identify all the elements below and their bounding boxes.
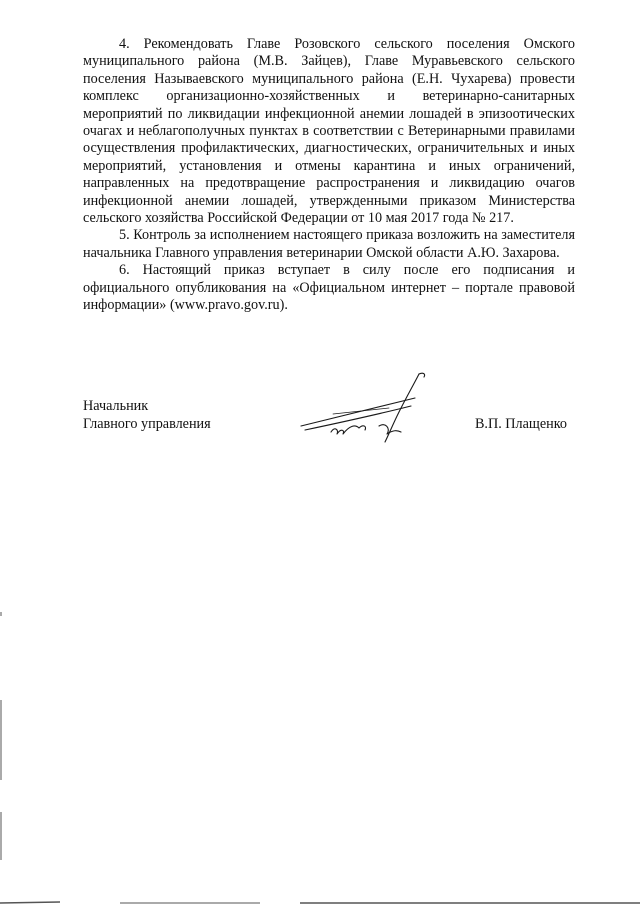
signature-stroke-long xyxy=(301,398,415,426)
signature-stroke-flourish xyxy=(379,425,401,434)
document-body xyxy=(83,36,575,315)
paragraph-item-5: 5. Контроль за исполнением настоящего приказа возложить на заместителя начальника Главного управления ветеринарии Омской области А.Ю. Захарова. xyxy=(83,227,575,261)
handwritten-signature xyxy=(293,368,443,450)
signer-position-line-2: Главного управления xyxy=(83,416,211,432)
paragraph-item-4: 4. Рекомендовать Главе Розовского сельского поселения Омского муниципального района (М.В. Зайцев), Главе Муравьевского сельского поселения Называевского муниципального района (Е.Н. Чухарева) провести комплекс организационно-хозяйственных и ветеринарно-санитарных мероприятий по ликвидации инфекционной анемии лошадей в эпизоотических очагах и неблагополучных пунктах в соответствии с Ветеринарными правилами осуществления профилактических, диагностических, ограничительных и иных мероприятий, установления и отмены карантина и иных ограничений, направленных на предотвращение распространения и ликвидацию очагов инфекционной анемии лошадей, утвержденными приказом Министерства сельского хозяйства Российской Федерации от 10 мая 2017 года № 217. xyxy=(83,36,575,227)
signature-stroke-initials xyxy=(331,426,366,434)
signer-position xyxy=(83,397,211,433)
signature-stroke-lower xyxy=(305,406,411,430)
scan-mark-bottom-1 xyxy=(0,902,60,903)
signer-position-line-1: Начальник xyxy=(83,398,149,414)
signature-stroke-hook xyxy=(419,373,425,377)
signer-name: В.П. Плащенко xyxy=(474,416,567,432)
paragraph-item-6: 6. Настоящий приказ вступает в силу после его подписания и официального опубликования на «Официальном интернет – портале правовой информации» (www.pravo.gov.ru). xyxy=(83,262,575,314)
